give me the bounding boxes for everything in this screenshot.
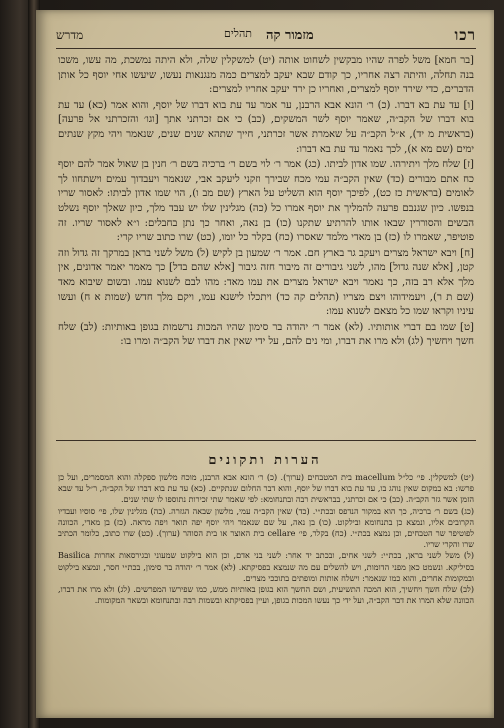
section-divider (56, 440, 476, 441)
main-paragraph: [ו] עד עת בא דברו. (כ) ר׳ הונא אבא הרבנן, ער אמר עד עת בוא דברו של יוסף, והוא אמר (כא) עד עת בוא דברו של הקב״ה, שאמר יוסף לשר המשקים, (כב) כי אם זכרתני אתך [וגו׳ והזכרתני אל פרעה] (בראשית מ יד), א״ל הקב״ה על שאמרת אשר זכרתני, חייך שתהא שנים שנים, שנאמר ויהי מקץ שנתים ימים (שם מא א), לכך נאמר עד עת בא דברו: (58, 99, 474, 155)
notes-heading: הערות ותקונים (208, 453, 322, 468)
main-paragraph: [ט] שמו בם דברי אותותיו. (לא) אמר ר׳ יהודה בר סימון שהיו המכות נרשמות בגופן באותיות: (לב) שלח חשך ויחשיך (לג) ולא מרו את דברו, ומי נים להם, על ידי שאין את דברו של הקב״ה ומרו בו: (58, 321, 474, 348)
book-page (36, 10, 494, 718)
note-paragraph: (ל) משל לשני בראן, בכת״י: לשני אחים, ובכתב יד אחר: לשני בני אדם, וכן הוא בילקוט שמעוני ובגירסאות אחרות Basilica בסיליקא. ונשמט כאן מפני הדומות, ויש להשלים עם מה שנמצא בפסיקתא. (לא) אמר ר׳ יהודה בר סימון, בכת״י חסר, ונמצא בילקוט ובמקומות אחרים, והוא כמו שנאמר: וישלח אותות ומופתים בתוככי מצרים. (58, 550, 474, 583)
running-header (56, 24, 476, 46)
note-paragraph: (לב) שלח חשך ויחשיך, הוא המכה התשיעית, ושם החשך הוא בגופן באותיות ממש, כמו שפירשו המפרשים. (לג) ולא מרו את דברו, הכוונה שלא המרו את דבר הקב״ה, ועל ידי כך נעשו המכות בגופן, ועיין בפסיקתא ובשמות רבה ובתנחומא ובשאר המקומות. (58, 584, 474, 606)
main-text (58, 54, 474, 430)
book-name: תהלים (224, 27, 252, 40)
header-rule (56, 48, 476, 49)
section-name: מדרש (56, 27, 84, 42)
psalm-title: מזמור קה (265, 28, 314, 43)
header-center (224, 27, 314, 43)
main-paragraph: [ח] ויבא ישראל מצרים ויעקב גר בארץ חם. אמר ר׳ שמעון בן לקיש (ל) משל לשני בראן במרקך זה גדול וזה קטן, [אלא שנה גדול] מהו, לשני גיבורים זה מיבור חזה גיבור [אלא שהם בדל] כך מאמר יאמר אדונים, אין מלך אלא רב בזה, כך נאמר ויבא ישראל מצרים את עמו מאד: מהו לבם לשנוא עמו. ובשום שיבוא מאד (שם ת ר), ויעמידוהו ויצם מצריו (תהלים קה כד) ויתכלו לישנא עמו, ויקם מלך חדש (שמות א ח) ועשו עיניו וקראו שמו כל מצאם לשנוא עמו: (58, 247, 474, 318)
note-paragraph: (כג) בשם ר׳ ברכיה, כך הוא במקור הנדפס ובכת״י. (כד) שאין הקב״ה עמי, מלשון שבאה הגזרה. (כה) מגלינין שלו, פי׳ סוסיו ועבדיו הקרובים אליו, ונמצא כן בתנחומא ובילקוט. (כו) בן נאה, על שם שנאמר ויהי יוסף יפה תואר ויפה מראה. (כז) בן מאדי, הכוונה לפוטיפר שר הטבחים, וכן נמצא בכת״י. (כח) בקלר, פי׳ cellare בית האוצר או בית הסוהר (ערוך). (כט) שרו כתוב, כלומר הכתיב שרו והקרי שריו. (58, 505, 474, 550)
note-paragraph: (יט) למשקלין. פי׳ כל״ל macellum בית המטבחים (ערוך). (כ) ר׳ הונא אבא הרבנן, מוכח מלשון ספקלה והוא המסמרים, ועל כן פרשו: בא במקום שאין נוהג בו, עד עת בוא דברו של יוסף, והוא דבר החלום שנתקיים. (כא) עד עת בוא דברו של הקב״ה, ר״ל עד שבא הזמן אשר גזר הקב״ה. (כב) כי אם זכרתני, בבראשית רבה ובתנחומא: לפי שאמר שתי זכירות נתוספו לו שתי שנים. (58, 472, 474, 505)
main-paragraph: [ז] שלח מלך ויתירהו. שמו אדון לביתו. (כג) אמר ר׳ לוי בשם ר׳ ברכיה בשם ר׳ חנין בן שאול אמר להם יוסף כח אתם מבורים (כד) שאין הקב״ה עמי מכח שבירך וזקני ליעקב אבי, שנאמר ויעבדוך עמים וישתחוו לך לאומים (בראשית כז כט), לפיכך יוסף הוא השליט על הארץ (שם מב ו), הוי שמו אדון לביתו: לאסור שריו בנפשו. כיון שגנבם פרעה להמליך את יוסף אמרו כל (כה) מגלינין שלו יש עבד מלך, כיון שאלך יוסף נשלט הבשים והסוררין שבאו אותו להרתיע שתקנו (כו) בן נאה, ואחר כך נתן בחבלים: ו״א לאסור שריו. זה פוטיפר, שאמרו לו (כז) בן מאדי מלמד שאסרו (כח) בקלר כל יומו, (כט) שרו כתוב שריו קרי: (58, 159, 474, 244)
page-number: רכו (454, 25, 476, 44)
main-paragraph: [בר חמא] משל לפרה שהיו מבקשין לשחוט אותה (יט) למשקלין שלה, ולא היתה נמשכת, מה עשו, משכו בנה תחלה, והיתה רצה אחריו, כך קודם שבא יעקב למצרים כמה מנגנאות נעשו, שיעשו אחי יוסף כל אותן הדברים, כדי שירד יוסף למצרים, ואחריו כן ירד יעקב אחריו למצרים: (58, 55, 474, 96)
notes-text (58, 472, 474, 708)
